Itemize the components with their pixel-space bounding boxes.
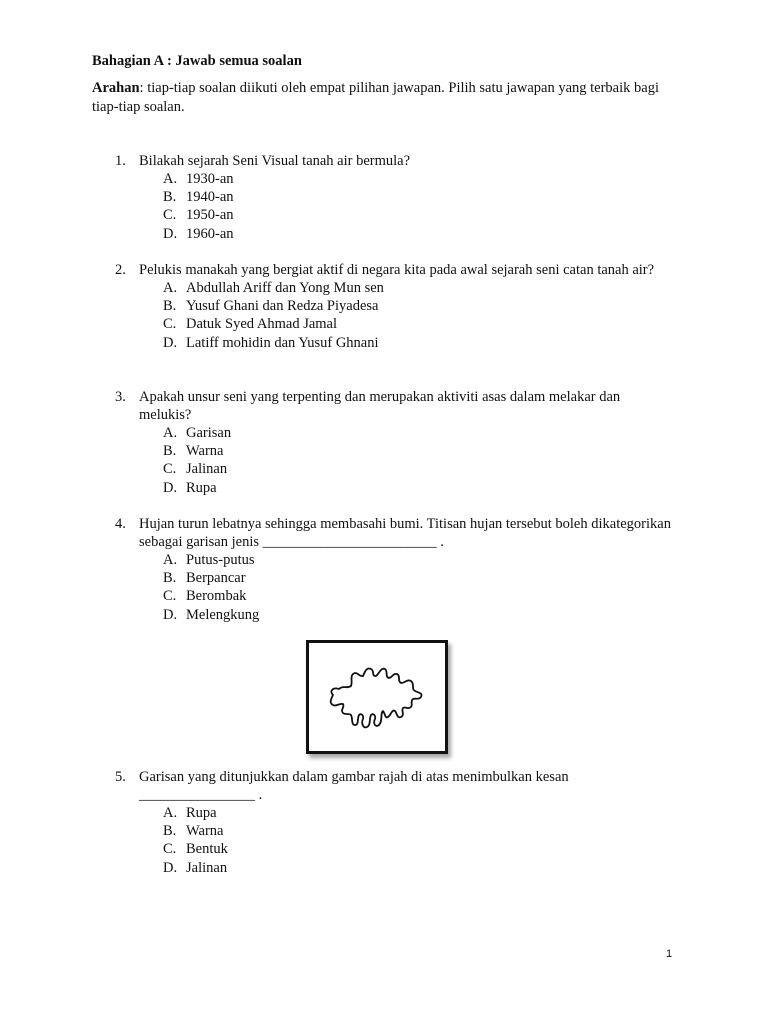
option-letter: D. — [163, 225, 178, 242]
options-list — [163, 424, 675, 497]
option-letter: B. — [163, 189, 177, 206]
irregular-outline-shape-icon — [309, 643, 445, 751]
option-text: Garisan — [186, 425, 232, 441]
option-letter: C. — [163, 588, 177, 605]
figure-box — [306, 640, 448, 754]
option-a — [163, 804, 675, 822]
instructions-text: : tiap-tiap soalan diikuti oleh empat pilihan jawapan. Pilih satu jawapan yang terbaik bagi tiap-tiap soalan. — [92, 80, 659, 115]
option-text: Warna — [186, 443, 224, 460]
option-letter: D. — [163, 334, 178, 351]
question-5 — [115, 768, 675, 877]
question-4 — [115, 515, 675, 624]
option-c — [163, 840, 675, 858]
option-d — [163, 859, 675, 877]
option-d — [163, 479, 675, 497]
question-text: Garisan yang ditunjukkan dalam gambar rajah di atas menimbulkan kesan ________________ . — [139, 769, 569, 803]
option-letter: D. — [163, 606, 178, 623]
option-b — [163, 442, 675, 460]
option-b — [163, 822, 675, 840]
option-text: Abdullah Ariff dan Yong Mun sen — [186, 280, 384, 296]
option-text: Rupa — [186, 479, 217, 496]
option-letter: C. — [163, 461, 177, 478]
option-b — [163, 297, 675, 315]
question-text: Apakah unsur seni yang terpenting dan merupakan aktiviti asas dalam melakar dan melukis? — [139, 389, 621, 423]
option-letter: C. — [163, 316, 177, 333]
option-b — [163, 188, 675, 206]
option-letter: D. — [163, 479, 178, 496]
option-text: Rupa — [186, 805, 217, 821]
option-c — [163, 460, 675, 478]
question-number: 3. — [115, 389, 126, 405]
option-text: 1950-an — [186, 207, 234, 224]
option-letter: C. — [163, 841, 177, 858]
question-2 — [115, 261, 675, 352]
question-3 — [115, 388, 675, 497]
option-text: Datuk Syed Ahmad Jamal — [186, 316, 338, 333]
option-text: 1940-an — [186, 189, 234, 206]
option-d — [163, 334, 675, 352]
question-number: 4. — [115, 516, 126, 532]
option-text: Jalinan — [186, 859, 228, 876]
option-letter: B. — [163, 570, 177, 587]
options-list — [163, 804, 675, 877]
option-a — [163, 170, 675, 188]
option-text: Bentuk — [186, 841, 228, 858]
option-text: Berombak — [186, 588, 247, 605]
option-letter: B. — [163, 298, 177, 315]
question-number: 2. — [115, 262, 126, 278]
option-c — [163, 315, 675, 333]
option-letter: A. — [163, 171, 178, 187]
option-text: Putus-putus — [186, 552, 255, 568]
option-letter: A. — [163, 425, 178, 441]
option-letter: D. — [163, 859, 178, 876]
option-text: 1960-an — [186, 225, 234, 242]
options-list — [163, 170, 675, 243]
option-letter: B. — [163, 443, 177, 460]
option-text: Yusuf Ghani dan Redza Piyadesa — [186, 298, 379, 315]
option-d — [163, 225, 675, 243]
option-b — [163, 569, 675, 587]
option-c — [163, 206, 675, 224]
option-letter: A. — [163, 552, 178, 568]
section-title: Bahagian A : Jawab semua soalan — [92, 53, 302, 69]
option-a — [163, 279, 675, 297]
option-d — [163, 606, 675, 624]
option-letter: A. — [163, 280, 178, 296]
option-letter: B. — [163, 823, 177, 840]
instructions-label: Arahan — [92, 80, 140, 96]
question-text: Hujan turun lebatnya sehingga membasahi bumi. Titisan hujan tersebut boleh dikategorikan sebagai garisan jenis ________________________ . — [139, 516, 671, 550]
option-text: Latiff mohidin dan Yusuf Ghnani — [186, 334, 379, 351]
question-number: 5. — [115, 769, 126, 785]
options-list — [163, 279, 675, 352]
option-a — [163, 424, 675, 442]
options-list — [163, 551, 675, 624]
option-text: Melengkung — [186, 606, 260, 623]
option-letter: A. — [163, 805, 178, 821]
page-number: 1 — [666, 948, 673, 960]
option-letter: C. — [163, 207, 177, 224]
option-c — [163, 587, 675, 605]
question-number: 1. — [115, 153, 126, 169]
option-text: Berpancar — [186, 570, 246, 587]
question-text: Pelukis manakah yang bergiat aktif di negara kita pada awal sejarah seni catan tanah air? — [139, 262, 655, 278]
option-text: Warna — [186, 823, 224, 840]
question-1 — [115, 152, 675, 243]
option-a — [163, 551, 675, 569]
question-text: Bilakah sejarah Seni Visual tanah air bermula? — [139, 153, 411, 169]
option-text: 1930-an — [186, 171, 234, 187]
option-text: Jalinan — [186, 461, 228, 478]
instructions — [92, 79, 682, 117]
